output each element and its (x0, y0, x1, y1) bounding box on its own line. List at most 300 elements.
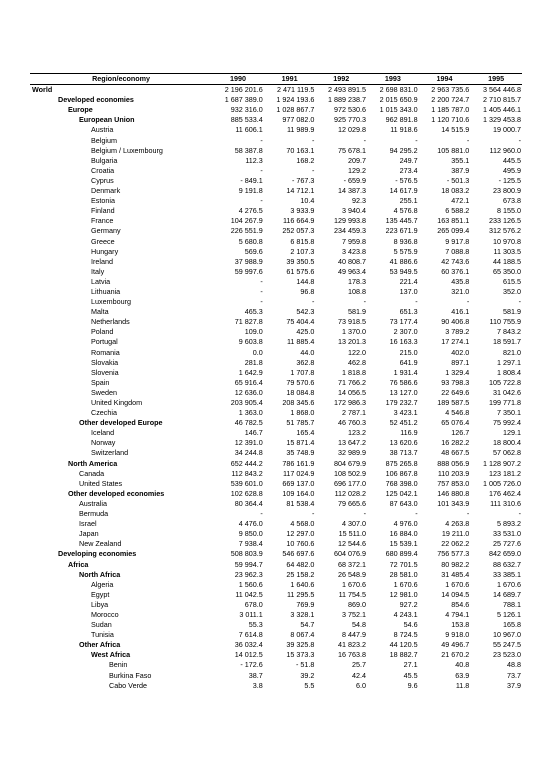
value-cell: 14 012.5 (234, 650, 263, 660)
table-row (30, 570, 522, 580)
value-cell: 3 423.8 (342, 246, 367, 256)
value-cell: 1 329.4 (445, 367, 470, 377)
value-cell: 4 568.0 (290, 519, 315, 529)
value-cell: 696 177.0 (334, 478, 367, 488)
value-cell: 215.0 (399, 347, 418, 357)
value-cell: - 659.9 (343, 175, 367, 185)
value-cell: 312 576.2 (489, 226, 521, 236)
region-name-cell: Algeria (91, 579, 114, 589)
value-cell: - (260, 196, 263, 206)
value-cell: 178.3 (348, 276, 367, 286)
region-name-cell: Malta (91, 307, 109, 317)
region-name-cell: Libya (91, 599, 109, 609)
value-cell: 2 196 201.6 (224, 85, 263, 95)
region-name-cell: Italy (91, 266, 105, 276)
value-cell: 265 099.4 (437, 226, 470, 236)
value-cell: 10 967.0 (493, 630, 521, 640)
value-cell: 32 989.9 (338, 448, 367, 458)
value-cell: 495.9 (503, 165, 521, 175)
value-cell: 7 938.4 (238, 539, 263, 549)
value-cell: 5 680.8 (238, 236, 263, 246)
column-header-year: 1992 (315, 74, 367, 85)
value-cell: 9.6 (407, 680, 418, 690)
value-cell: 73 918.5 (338, 317, 367, 327)
value-cell: 57 062.8 (493, 448, 521, 458)
value-cell: 27.1 (403, 660, 418, 670)
value-cell: 129.1 (503, 428, 521, 438)
region-name-cell: Developed economies (58, 95, 134, 105)
table-row (30, 368, 522, 378)
value-cell: 12 636.0 (234, 387, 263, 397)
value-cell: 768 398.0 (385, 478, 418, 488)
value-cell: 6 588.2 (445, 206, 470, 216)
value-cell: 546 697.6 (282, 549, 315, 559)
value-cell: 23 800.9 (493, 186, 521, 196)
value-cell: 18 800.4 (493, 438, 521, 448)
value-cell: 10.4 (300, 196, 315, 206)
table-row (30, 560, 522, 570)
table-row (30, 388, 522, 398)
value-cell: 425.0 (296, 327, 315, 337)
region-name-cell: Bulgaria (91, 155, 118, 165)
value-cell: 2 015 650.9 (379, 95, 418, 105)
value-cell: 14 094.5 (441, 589, 470, 599)
value-cell: 137.0 (399, 286, 418, 296)
region-name-cell: United States (79, 478, 123, 488)
value-cell: 1 818.8 (342, 367, 367, 377)
value-cell: 28 581.0 (389, 569, 418, 579)
value-cell: 897.1 (451, 357, 470, 367)
value-cell: 33 531.0 (493, 529, 521, 539)
value-cell: 18 083.2 (441, 186, 470, 196)
table-row (30, 95, 522, 105)
value-cell: - (260, 286, 263, 296)
value-cell: 1 028 867.7 (276, 105, 315, 115)
value-cell: 9 603.8 (238, 337, 263, 347)
value-cell: - (466, 297, 470, 307)
region-name-cell: Other developed Europe (79, 418, 163, 428)
value-cell: 116 664.9 (282, 216, 315, 226)
column-header-year: 1995 (470, 74, 522, 85)
region-name-cell: Spain (91, 377, 110, 387)
value-cell: 615.5 (503, 276, 521, 286)
value-cell: 14 387.3 (338, 186, 367, 196)
value-cell: 1 931.4 (393, 367, 418, 377)
value-cell: 165.8 (503, 620, 521, 630)
value-cell: 12 981.0 (389, 589, 418, 599)
region-name-cell: Lithuania (91, 286, 121, 296)
value-cell: 1 670.6 (445, 579, 470, 589)
value-cell: 2 200 724.7 (431, 95, 470, 105)
value-cell: 34 244.8 (234, 448, 263, 458)
value-cell: 38 713.7 (389, 448, 418, 458)
value-cell: 1 015 343.0 (379, 105, 418, 115)
region-name-cell: Slovakia (91, 357, 119, 367)
value-cell: 42.4 (352, 670, 367, 680)
value-cell: 44 120.5 (389, 640, 418, 650)
header-row (30, 74, 522, 85)
value-cell: 4 976.0 (393, 519, 418, 529)
value-cell: 165.4 (296, 428, 315, 438)
value-cell: 6 815.8 (290, 236, 315, 246)
table-row (30, 216, 522, 226)
value-cell: 669 137.0 (282, 478, 315, 488)
value-cell: 76 586.6 (389, 377, 418, 387)
value-cell: 80 982.2 (441, 559, 470, 569)
table-row (30, 297, 522, 307)
value-cell: 208 345.6 (282, 398, 315, 407)
value-cell: 7 614.8 (238, 630, 263, 640)
value-cell: 3 789.2 (445, 327, 470, 337)
region-name-cell: Cyprus (91, 175, 114, 185)
region-name-cell: Australia (79, 498, 107, 508)
value-cell: 54.7 (300, 620, 315, 630)
table-row (30, 509, 522, 519)
region-name-cell: Africa (68, 559, 89, 569)
table-row (30, 539, 522, 549)
value-cell: 18 591.7 (493, 337, 521, 347)
value-cell: - (518, 297, 521, 307)
table-row (30, 277, 522, 287)
table-row (30, 196, 522, 206)
value-cell: 104 267.9 (230, 216, 263, 226)
value-cell: 1 297.1 (497, 357, 521, 367)
region-name-cell: Switzerland (91, 448, 129, 458)
value-cell: 51 785.7 (286, 418, 315, 428)
value-cell: - 576.5 (395, 175, 418, 185)
value-cell: 79 570.6 (286, 377, 315, 387)
value-cell: 2 787.1 (342, 408, 367, 418)
value-cell: 46 782.5 (234, 418, 263, 428)
value-cell: 435.8 (451, 276, 470, 286)
value-cell: 65 350.0 (493, 266, 521, 276)
value-cell: 108 502.9 (334, 468, 367, 478)
table-row (30, 317, 522, 327)
value-cell: 58 387.8 (234, 145, 263, 155)
column-header-year: 1991 (264, 74, 316, 85)
value-cell: 16 282.2 (441, 438, 470, 448)
value-cell: 189 587.5 (437, 398, 470, 407)
value-cell: - 849.1 (240, 175, 263, 185)
value-cell: 3 423.1 (393, 408, 418, 418)
value-cell: 45.5 (403, 670, 418, 680)
value-cell: 75 404.4 (286, 317, 315, 327)
value-cell: 932 316.0 (230, 105, 263, 115)
value-cell: 1 128 907.2 (483, 458, 521, 468)
value-cell: 92.3 (352, 196, 367, 206)
value-cell: 4 476.0 (238, 519, 263, 529)
value-cell: 569.6 (244, 246, 263, 256)
region-name-cell: Hungary (91, 246, 119, 256)
value-cell: 15 511.0 (338, 529, 367, 539)
value-cell: 472.1 (451, 196, 470, 206)
value-cell: 54.6 (403, 620, 418, 630)
region-name-cell: Romania (91, 347, 120, 357)
value-cell: 44 188.5 (493, 256, 521, 266)
value-cell: 4 276.5 (238, 206, 263, 216)
value-cell: 8 067.4 (290, 630, 315, 640)
table-row (30, 489, 522, 499)
value-cell: 65 076.4 (441, 418, 470, 428)
value-cell: - (260, 276, 263, 286)
value-cell: 869.0 (348, 599, 367, 609)
value-cell: 8 447.9 (342, 630, 367, 640)
value-cell: 79 665.6 (338, 498, 367, 508)
table-row (30, 85, 522, 96)
value-cell: 15 539.1 (389, 539, 418, 549)
value-cell: 2 710 815.7 (483, 95, 521, 105)
table-row (30, 408, 522, 418)
table-row (30, 327, 522, 337)
value-cell: 106 867.8 (385, 468, 418, 478)
value-cell: 23 962.3 (234, 569, 263, 579)
value-cell: 4 307.0 (342, 519, 367, 529)
table-row (30, 257, 522, 267)
value-cell: 96.8 (300, 286, 315, 296)
region-name-cell: Denmark (91, 186, 121, 196)
value-cell: 1 642.9 (238, 367, 263, 377)
value-cell: 788.1 (503, 599, 521, 609)
value-cell: 16 163.3 (389, 337, 418, 347)
value-cell: 59 997.6 (234, 266, 263, 276)
value-cell: - 172.6 (240, 660, 263, 670)
value-cell: 13 620.6 (389, 438, 418, 448)
value-cell: 110 203.9 (437, 468, 470, 478)
value-cell: 55 247.5 (493, 640, 521, 650)
value-cell: 842 659.0 (489, 549, 521, 559)
value-cell: - (260, 297, 263, 307)
value-cell: 9 917.8 (445, 236, 470, 246)
table-row (30, 600, 522, 610)
value-cell: 31 485.4 (441, 569, 470, 579)
value-cell: 11 042.5 (235, 589, 263, 599)
value-cell: 3.8 (252, 680, 263, 690)
value-cell: 1 707.8 (290, 367, 315, 377)
value-cell: 757 853.0 (437, 478, 470, 488)
value-cell: 4 263.8 (445, 519, 470, 529)
region-name-cell: Ireland (91, 256, 113, 266)
value-cell: 22 649.6 (441, 387, 470, 397)
table-row (30, 186, 522, 196)
value-cell: 63.9 (455, 670, 470, 680)
value-cell: 163 851.1 (437, 216, 470, 226)
value-cell: - (518, 135, 521, 145)
table-row (30, 660, 522, 670)
value-cell: 1 120 710.6 (431, 115, 470, 125)
table-row (30, 358, 522, 368)
value-cell: - (363, 297, 367, 307)
value-cell: 821.0 (503, 347, 521, 357)
value-cell: 94 295.2 (389, 145, 418, 155)
value-cell: 226 551.9 (230, 226, 263, 236)
value-cell: 678.0 (244, 599, 263, 609)
region-name-cell: Bermuda (79, 509, 109, 519)
value-cell: - (260, 165, 263, 175)
table-row (30, 166, 522, 176)
value-cell: 13 127.0 (389, 387, 418, 397)
value-cell: 39.2 (300, 670, 315, 680)
value-cell: 362.8 (296, 357, 315, 367)
value-cell: 234 459.3 (334, 226, 367, 236)
value-cell: 652 444.2 (230, 458, 263, 468)
value-cell: 123.2 (348, 428, 367, 438)
value-cell: 53 949.5 (389, 266, 418, 276)
value-cell: 125 042.1 (385, 488, 418, 498)
table-row (30, 337, 522, 347)
value-cell: 12 544.6 (338, 539, 367, 549)
value-cell: 1 185 787.0 (431, 105, 470, 115)
value-cell: 249.7 (399, 155, 418, 165)
value-cell: 112 028.2 (334, 488, 367, 498)
value-cell: 223 671.9 (385, 226, 418, 236)
value-cell: 3 752.1 (342, 609, 367, 619)
value-cell: 875 265.8 (385, 458, 418, 468)
value-cell: 37.9 (507, 680, 521, 690)
value-cell: 12 029.8 (338, 125, 367, 135)
table-row (30, 378, 522, 388)
region-name-cell: European Union (79, 115, 135, 125)
region-name-cell: Tunisia (91, 630, 114, 640)
table-row (30, 398, 522, 408)
table-row (30, 580, 522, 590)
value-cell: 40 808.7 (338, 256, 367, 266)
value-cell: 2 698 831.0 (379, 85, 418, 95)
value-cell: 44.0 (300, 347, 315, 357)
value-cell: 108.8 (348, 286, 367, 296)
value-cell: 7 350.1 (497, 408, 521, 418)
value-cell: 40.8 (455, 660, 470, 670)
value-cell: 221.4 (399, 276, 418, 286)
value-cell: 59 994.7 (234, 559, 263, 569)
value-cell: 786 161.9 (282, 458, 315, 468)
table-row (30, 348, 522, 358)
value-cell: 7 088.8 (445, 246, 470, 256)
value-cell: 925 770.3 (334, 115, 367, 125)
value-cell: 23 523.0 (493, 650, 521, 660)
value-cell: 105 722.8 (489, 377, 521, 387)
value-cell: 35 748.9 (286, 448, 315, 458)
value-cell: 112 960.0 (489, 145, 521, 155)
value-cell: 117 024.9 (282, 468, 315, 478)
value-cell: 927.2 (399, 599, 418, 609)
value-cell: 42 743.6 (441, 256, 470, 266)
value-cell: 581.9 (348, 307, 367, 317)
value-cell: 1 670.6 (497, 579, 521, 589)
value-cell: 122.0 (348, 347, 367, 357)
value-cell: 18 084.8 (286, 387, 315, 397)
value-cell: 5.5 (304, 680, 315, 690)
value-cell: 172 986.3 (334, 398, 367, 407)
value-cell: 321.0 (451, 286, 470, 296)
region-name-cell: Portugal (91, 337, 118, 347)
column-header-year: 1990 (212, 74, 264, 85)
value-cell: 102 628.8 (230, 488, 263, 498)
table-row (30, 247, 522, 257)
value-cell: 11 606.1 (235, 125, 263, 135)
value-cell: 769.9 (296, 599, 315, 609)
value-cell: 962 891.8 (385, 115, 418, 125)
value-cell: 8 724.5 (393, 630, 418, 640)
value-cell: - (312, 297, 315, 307)
value-cell: 146 880.8 (437, 488, 470, 498)
value-cell: 641.9 (399, 357, 418, 367)
value-cell: 885 533.4 (230, 115, 263, 125)
table-row (30, 459, 522, 469)
value-cell: 101 343.9 (437, 498, 470, 508)
table-row (30, 479, 522, 489)
region-name-cell: Cabo Verde (109, 680, 147, 690)
value-cell: 49 963.4 (338, 266, 367, 276)
region-name-cell: Belgium / Luxembourg (91, 145, 163, 155)
value-cell: 71 766.2 (338, 377, 367, 387)
value-cell: 11 295.5 (286, 589, 315, 599)
value-cell: - (415, 135, 418, 145)
value-cell: 1 868.0 (290, 408, 315, 418)
value-cell: 7 959.8 (342, 236, 367, 246)
value-cell: 60 376.1 (441, 266, 470, 276)
value-cell: 1 405 446.1 (483, 105, 521, 115)
table-row (30, 549, 522, 559)
value-cell: - (312, 135, 315, 145)
data-sheet (30, 73, 522, 691)
value-cell: 39 325.8 (286, 640, 315, 650)
table-row (30, 499, 522, 509)
region-name-cell: Other developed economies (68, 488, 165, 498)
table-row (30, 640, 522, 650)
value-cell: 65 916.4 (234, 377, 263, 387)
table-row (30, 136, 522, 146)
region-name-cell: Slovenia (91, 367, 119, 377)
value-cell: 199 771.8 (489, 398, 521, 407)
region-name-cell: North Africa (79, 569, 121, 579)
table-row (30, 307, 522, 317)
value-cell: 22 062.2 (441, 539, 470, 549)
value-cell: 387.9 (451, 165, 470, 175)
value-cell: 7 843.2 (497, 327, 521, 337)
region-name-cell: France (91, 216, 114, 226)
value-cell: 2 963 735.6 (431, 85, 470, 95)
value-cell: 10 970.8 (493, 236, 521, 246)
value-cell: 25 727.6 (493, 539, 521, 549)
table-row (30, 156, 522, 166)
region-name-cell: Estonia (91, 196, 115, 206)
region-name-cell: Israel (79, 519, 97, 529)
value-cell: 233 126.5 (489, 216, 521, 226)
value-cell: 55.3 (248, 620, 263, 630)
value-cell: 75 992.4 (493, 418, 521, 428)
value-cell: 11.8 (455, 680, 470, 690)
value-cell: 37 988.9 (234, 256, 263, 266)
table-row (30, 428, 522, 438)
value-cell: 168.2 (296, 155, 315, 165)
value-cell: 54.8 (352, 620, 367, 630)
region-name-cell: Luxembourg (91, 297, 131, 307)
value-cell: 651.3 (399, 307, 418, 317)
region-name-cell: Egypt (91, 589, 110, 599)
region-name-cell: West Africa (91, 650, 131, 660)
region-name-cell: Austria (91, 125, 114, 135)
value-cell: 116.9 (400, 428, 418, 438)
value-cell: 8 155.0 (497, 206, 521, 216)
region-name-cell: World (32, 85, 53, 95)
value-cell: 12 297.0 (286, 529, 315, 539)
value-cell: 26 548.9 (338, 569, 367, 579)
value-cell: 0.0 (252, 347, 263, 357)
value-cell: 179 232.7 (385, 398, 418, 407)
value-cell: 19 211.0 (441, 529, 470, 539)
table-row (30, 125, 522, 135)
value-cell: 25.7 (352, 660, 367, 670)
